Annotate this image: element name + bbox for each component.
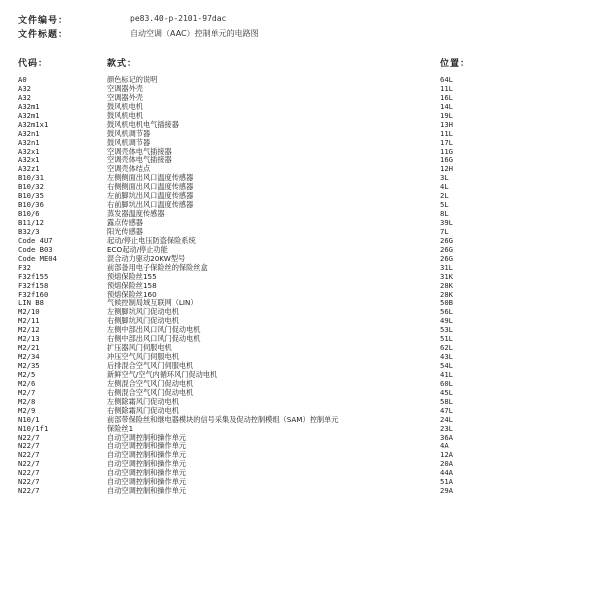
list-item — [0, 210, 601, 219]
list-item — [0, 246, 601, 255]
list-item — [0, 434, 601, 443]
component-name: 左前脚坑出风口温度传感器 — [107, 191, 194, 201]
list-item — [0, 139, 601, 148]
component-code: M2/9 — [18, 405, 36, 415]
list-item — [0, 326, 601, 335]
list-item — [0, 112, 601, 121]
component-code: M2/6 — [18, 378, 36, 388]
component-position: 13H — [440, 119, 453, 129]
component-position: 20A — [440, 459, 453, 469]
component-position: 49L — [440, 316, 453, 326]
component-name: 鼓风机调节器 — [107, 128, 151, 138]
list-item — [0, 94, 601, 103]
component-code: M2/7 — [18, 387, 36, 397]
component-name: 自动空调控制和操作单元 — [107, 477, 187, 487]
component-name: 鼓风机电机电气插接器 — [107, 119, 179, 129]
component-name: 左侧侧面出风口温度传感器 — [107, 173, 194, 183]
component-position: 23L — [440, 423, 453, 433]
component-name: 右侧脚坑风门促动电机 — [107, 316, 179, 326]
component-code: A0 — [18, 75, 27, 84]
component-name: 保险丝1 — [107, 423, 134, 433]
component-name: 鼓风机电机 — [107, 101, 143, 111]
component-position: 31L — [440, 262, 453, 272]
component-code: F32f158 — [18, 280, 49, 290]
component-name: 左侧混合空气风门促动电机 — [107, 378, 194, 388]
component-position: 12H — [440, 164, 453, 174]
component-position: 28K — [440, 280, 453, 290]
component-position: 62L — [440, 343, 453, 353]
list-item — [0, 183, 601, 192]
list-item — [0, 76, 601, 85]
component-list — [0, 76, 601, 496]
component-position: 31K — [440, 271, 453, 281]
component-name: 左侧脚坑风门促动电机 — [107, 307, 179, 317]
component-position: 64L — [440, 75, 453, 84]
component-code: M2/12 — [18, 325, 40, 335]
list-item — [0, 130, 601, 139]
list-item — [0, 451, 601, 460]
list-item — [0, 398, 601, 407]
component-code: A32m1 — [18, 101, 40, 111]
component-name: 冲压空气风门伺服电机 — [107, 352, 179, 362]
list-item — [0, 460, 601, 469]
component-code: A32x1 — [18, 146, 40, 156]
component-position: 29A — [440, 486, 453, 496]
list-item — [0, 442, 601, 451]
list-item — [0, 103, 601, 112]
component-code: N22/7 — [18, 486, 40, 496]
list-item — [0, 317, 601, 326]
list-item — [0, 308, 601, 317]
component-name: 右侧侧面出风口温度传感器 — [107, 182, 194, 192]
component-name: 空调器外壳 — [107, 92, 143, 102]
component-code: A32n1 — [18, 137, 40, 147]
component-code: N22/7 — [18, 441, 40, 451]
component-name: 前部备用电子保险丝的保险丝盒 — [107, 262, 208, 272]
component-position: 16L — [440, 92, 453, 102]
component-code: Code ME04 — [18, 253, 57, 263]
list-item — [0, 344, 601, 353]
component-position: 26G — [440, 253, 453, 263]
component-name: 预熔保险丝160 — [107, 289, 157, 299]
component-code: N22/7 — [18, 468, 40, 478]
list-item — [0, 237, 601, 246]
component-code: B10/35 — [18, 191, 44, 201]
component-position: 19L — [440, 110, 453, 120]
list-item — [0, 192, 601, 201]
component-name: 露点传感器 — [107, 218, 143, 227]
component-name: 右侧中部出风口风门促动电机 — [107, 334, 201, 344]
component-position: 11L — [440, 83, 453, 93]
component-code: N22/7 — [18, 477, 40, 487]
component-position: 5L — [440, 200, 449, 210]
component-name: 空调壳体结点 — [107, 164, 151, 174]
list-item — [0, 380, 601, 389]
component-name: 左侧中部出风口风门促动电机 — [107, 325, 201, 335]
component-code: B10/36 — [18, 200, 44, 210]
component-name: 预熔保险丝155 — [107, 271, 157, 281]
component-position: 50B — [440, 298, 453, 308]
component-name: 前部带保险丝和继电器模块的信号采集及促动控制模组（SAM）控制单元 — [107, 414, 339, 424]
component-code: A32x1 — [18, 155, 40, 165]
list-item — [0, 425, 601, 434]
component-position: 11L — [440, 128, 453, 138]
component-name: 颜色标记的说明 — [107, 75, 158, 84]
doc-number-value: pe83.40-p-2101-97dac — [130, 14, 227, 23]
list-item — [0, 335, 601, 344]
component-name: 自动空调控制和操作单元 — [107, 450, 187, 460]
component-name: 左侧除霜风门促动电机 — [107, 396, 179, 406]
component-code: B11/12 — [18, 218, 44, 227]
list-item — [0, 282, 601, 291]
component-code: F32 — [18, 262, 31, 272]
list-item — [0, 174, 601, 183]
component-position: 36A — [440, 432, 453, 442]
component-code: Code B03 — [18, 244, 53, 254]
list-item — [0, 264, 601, 273]
column-header-position: 位置： — [440, 59, 471, 69]
component-position: 45L — [440, 387, 453, 397]
list-item — [0, 85, 601, 94]
component-name: 自动空调控制和操作单元 — [107, 486, 187, 496]
column-header-name: 款式： — [107, 59, 138, 69]
component-name: 右前脚坑出风口温度传感器 — [107, 200, 194, 210]
component-position: 53L — [440, 325, 453, 335]
component-name: 右侧混合空气风门促动电机 — [107, 387, 194, 397]
list-item — [0, 469, 601, 478]
component-name: 混合动力驱动20KW型号 — [107, 253, 186, 263]
component-position: 41L — [440, 369, 453, 379]
component-position: 51L — [440, 334, 453, 344]
component-code: N22/7 — [18, 459, 40, 469]
list-item — [0, 201, 601, 210]
list-item — [0, 389, 601, 398]
list-item — [0, 371, 601, 380]
component-code: A32n1 — [18, 128, 40, 138]
column-header-code: 代码： — [18, 59, 49, 69]
doc-number-label: 文件编号： — [18, 16, 69, 26]
component-name: 自动空调控制和操作单元 — [107, 459, 187, 469]
component-name: 右侧除霜风门促动电机 — [107, 405, 179, 415]
component-position: 58L — [440, 396, 453, 406]
list-item — [0, 121, 601, 130]
component-code: A32 — [18, 83, 31, 93]
doc-title-label: 文件标题： — [18, 30, 69, 40]
component-code: N10/1 — [18, 414, 40, 424]
component-name: 自动空调控制和操作单元 — [107, 468, 187, 478]
component-position: 7L — [440, 226, 449, 236]
component-position: 2L — [440, 191, 449, 201]
component-position: 12A — [440, 450, 453, 460]
component-position: 17L — [440, 137, 453, 147]
component-position: 14L — [440, 101, 453, 111]
component-code: A32z1 — [18, 164, 40, 174]
list-item — [0, 478, 601, 487]
list-item — [0, 219, 601, 228]
component-name: 自动空调控制和操作单元 — [107, 432, 187, 442]
component-code: B10/31 — [18, 173, 44, 183]
component-name: 新鲜空气/空气内循环风门促动电机 — [107, 369, 218, 379]
component-position: 11G — [440, 146, 453, 156]
component-code: M2/5 — [18, 369, 36, 379]
component-position: 4L — [440, 182, 449, 192]
component-position: 44A — [440, 468, 453, 478]
component-name: ECO起动/停止功能 — [107, 244, 168, 254]
component-code: A32m1x1 — [18, 119, 49, 129]
component-position: 47L — [440, 405, 453, 415]
component-code: B32/3 — [18, 226, 40, 236]
component-code: F32f160 — [18, 289, 49, 299]
doc-title-value: 自动空调（AAC）控制单元的电路图 — [130, 29, 259, 38]
component-name: 蒸发器温度传感器 — [107, 209, 165, 219]
component-code: Code 4U7 — [18, 235, 53, 245]
component-code: A32 — [18, 92, 31, 102]
list-item — [0, 156, 601, 165]
component-name: 鼓风机电机 — [107, 110, 143, 120]
component-name: 空调器外壳 — [107, 83, 143, 93]
component-position: 54L — [440, 361, 453, 370]
component-position: 43L — [440, 352, 453, 362]
component-code: M2/21 — [18, 343, 40, 353]
component-name: 起动/停止电压防盗保险系统 — [107, 235, 196, 245]
component-code: M2/35 — [18, 361, 40, 370]
list-item — [0, 228, 601, 237]
list-item — [0, 148, 601, 157]
component-code: M2/13 — [18, 334, 40, 344]
component-code: M2/11 — [18, 316, 40, 326]
component-position: 28K — [440, 289, 453, 299]
component-code: N22/7 — [18, 432, 40, 442]
component-name: 空调壳体电气插接器 — [107, 155, 172, 165]
list-item — [0, 273, 601, 282]
component-name: 预熔保险丝158 — [107, 280, 157, 290]
list-item — [0, 291, 601, 300]
component-name: 鼓风机调节器 — [107, 137, 151, 147]
component-code: B10/6 — [18, 209, 40, 219]
component-name: 后排混合空气风门伺服电机 — [107, 361, 194, 370]
list-item — [0, 299, 601, 308]
component-position: 16G — [440, 155, 453, 165]
list-item — [0, 165, 601, 174]
component-name: 空调壳体电气插接器 — [107, 146, 172, 156]
component-code: A32m1 — [18, 110, 40, 120]
component-position: 56L — [440, 307, 453, 317]
component-position: 60L — [440, 378, 453, 388]
component-code: B10/32 — [18, 182, 44, 192]
component-code: LIN B8 — [18, 298, 44, 308]
list-item — [0, 487, 601, 496]
component-position: 51A — [440, 477, 453, 487]
component-position: 24L — [440, 414, 453, 424]
component-position: 26G — [440, 235, 453, 245]
component-position: 26G — [440, 244, 453, 254]
component-name: 阳光传感器 — [107, 226, 143, 236]
component-position: 8L — [440, 209, 449, 219]
component-name: 自动空调控制和操作单元 — [107, 441, 187, 451]
list-item — [0, 353, 601, 362]
component-name: 扩压器风门伺服电机 — [107, 343, 172, 353]
component-code: M2/8 — [18, 396, 36, 406]
component-position: 3L — [440, 173, 449, 183]
component-code: F32f155 — [18, 271, 49, 281]
component-name: 气候控制局域互联网（LIN） — [107, 298, 198, 308]
component-position: 39L — [440, 218, 453, 227]
list-item — [0, 416, 601, 425]
list-item — [0, 255, 601, 264]
component-code: M2/10 — [18, 307, 40, 317]
component-code: N22/7 — [18, 450, 40, 460]
component-code: N10/1f1 — [18, 423, 49, 433]
component-position: 4A — [440, 441, 449, 451]
component-code: M2/34 — [18, 352, 40, 362]
list-item — [0, 362, 601, 371]
